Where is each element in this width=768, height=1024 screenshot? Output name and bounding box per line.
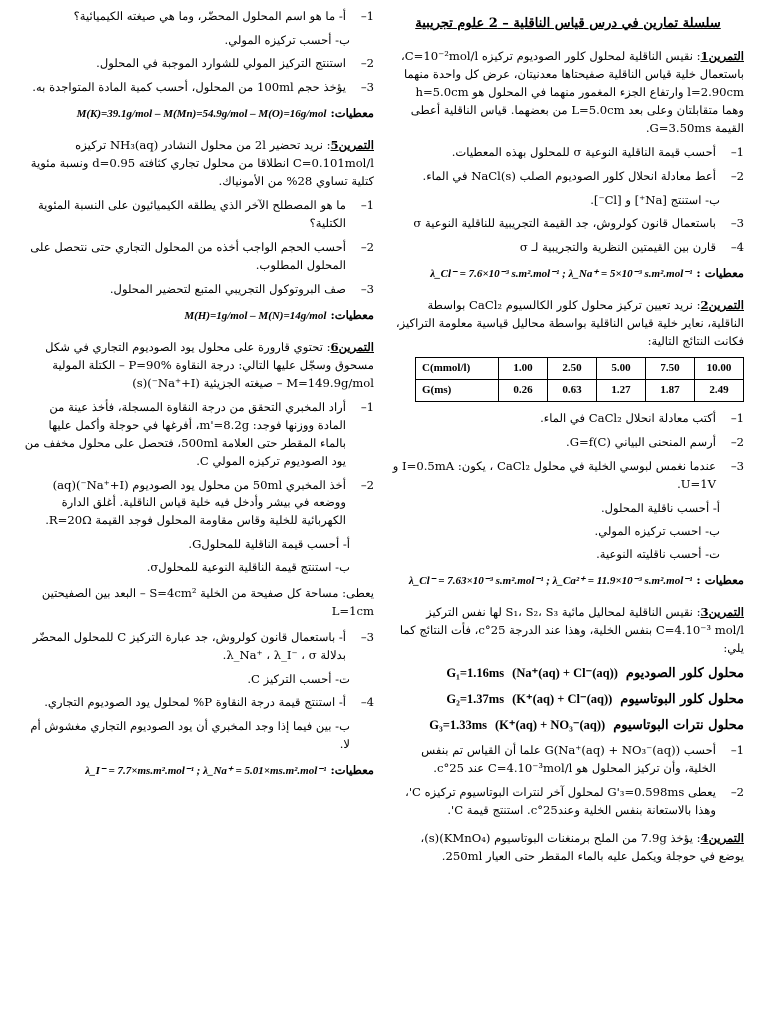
ex6-q2-text: أخذ المخبري 50ml من محلول يود الصوديوم (Na⁺+I⁻)(aq) ووضعه في بيشر وأدخل فيه خلية قياس الناقلية. أغلق الدارة الكهربائية للخلية وقاس مقاومة المحلول فوجد القيمة R=20Ω. — [45, 477, 346, 528]
right-column — [392, 8, 744, 872]
table-cell: 2.49 — [695, 379, 744, 401]
ex6-intro — [22, 339, 374, 393]
ex4-q3: 3– يؤخذ حجم 100ml من المحلول، أحسب كمية المادة المتواجدة به. — [22, 79, 374, 97]
ex6-q2a: أ- أحسب قيمة الناقلية للمحلولG. — [188, 537, 350, 552]
ex3-intro — [392, 604, 744, 658]
ex4-text: : يؤخذ 7.9g من الملح برمنغنات البوتاسيوم (KMnO₄)(s)، يوضع في حوجلة ويكمل عليه بالماء المقطر حتى العيار 250ml. — [420, 830, 744, 863]
g3-value: G₃=1.33ms — [429, 717, 488, 732]
ex5-data-label: معطيات: — [330, 307, 374, 322]
calibration-table — [415, 357, 744, 402]
ex2-q3c: ت- أحسب ناقليته النوعية. — [596, 546, 720, 561]
g1-line — [392, 664, 744, 684]
g3-name: محلول نترات البوتاسيوم — [613, 717, 744, 733]
ex2-q3a: أ- أحسب ناقلية المحلول. — [600, 500, 720, 515]
ex6-q1-text: أراد المخبري التحقق من درجة النقاوة المسجلة، فأخذ عينة من المادة ووزنها فوجد: m'=8.2g، أفرغها في حوجلة وأكمل عليها بالماء المقطر حتى العلامة 500ml، فتحصل على محلول مخفف من يود الصوديوم تركيزه المولي C. — [24, 399, 346, 468]
ex6-data — [22, 762, 374, 780]
ex4-intro — [392, 830, 744, 866]
ex2-q3: 3– عندما نغمس لبوسي الخلية في محلول CaCl₂ ، يكون: I=0.5mA و U=1V. — [392, 458, 744, 494]
ex1-text: : نقيس الناقلية لمحلول كلور الصوديوم تركيزه C=10⁻²mol/l، باستعمال خلية قياس الناقلية صفيحتاها معدنيتان، عرض كل واحدة منهما l=2.90cm وارتفاع الجزء المغمور منهما في المحلول هو h=5.0cm وهما متقابلتان وعلى بعد L=5.0cm من بعضهما. قياس الناقلية أعطى القيمة G=3.50ms. — [401, 49, 744, 136]
page-title — [392, 14, 744, 34]
ex6-label: التمرين6 — [330, 339, 374, 354]
table-cell: 1.27 — [597, 379, 646, 401]
table-row — [416, 379, 744, 401]
ex4-label: التمرين4 — [700, 830, 744, 845]
ex5-data-values: M(H)=1g/mol – M(N)=14g/mol — [184, 309, 327, 322]
ex1-q2: 2– أعط معادلة انحلال كلور الصوديوم الصلب NaCl(s) في الماء. — [392, 168, 744, 186]
ex5-text: : نريد تحضير 2l من محلول النشادر NH₃(aq) تركيزه C=0.101mol/l انطلاقا من محلول تجاري كثافته d=0.95 ونسبة مئوية كتلية تساوي 28% من الأمونياك. — [30, 137, 374, 188]
ex6-q3-text: أ- باستعمال قانون كولروش، جد عبارة التركيز C للمحلول المحضّر بدلالة λ_Na⁺ ، λ_I⁻ ، σ. — [32, 630, 346, 663]
ex3-text: : نقيس الناقلية لمحاليل مائية S₁، S₂، S₃ لها نفس التركيز C=4.10⁻³ mol/l بنفس الخلية، وهذا عند الدرجة 25°c، فأت النتائج كما يلي: — [399, 604, 744, 655]
table-cell: 0.63 — [548, 379, 597, 401]
title-text: سلسلة تمارين في درس قياس الناقلية – 2 علوم تجريبية — [415, 16, 721, 31]
ex1-intro — [392, 48, 744, 138]
ex2-q2: 2– أرسم المنحنى البياني G=f(C). — [392, 434, 744, 452]
ex6-q1: 1– أراد المخبري التحقق من درجة النقاوة المسجلة، فأخذ عينة من المادة ووزنها فوجد: m'=8.2g، أفرغها في حوجلة وأكمل عليها بالماء المقطر حتى العلامة 500ml، فتحصل على محلول مخفف من يود الصوديوم تركيزه المولي C. — [22, 399, 374, 471]
g2-formula: (K⁺(aq) + Cl⁻(aq)) — [512, 691, 613, 706]
ex6-q3: 3– أ- باستعمال قانون كولروش، جد عبارة التركيز C للمحلول المحضّر بدلالة λ_Na⁺ ، λ_I⁻ ، σ. — [22, 629, 374, 665]
table-cell: 5.00 — [597, 357, 646, 379]
ex4-q1: 1– أ- ما هو اسم المحلول المحضّر، وما هي صيغته الكيميائية؟ — [22, 8, 374, 26]
ex6-q4: 4– أ- استنتج قيمة درجة النقاوة P% لمحلول يود الصوديوم التجاري. — [22, 694, 374, 712]
ex2-label: التمرين2 — [700, 297, 744, 312]
g1-name: محلول كلور الصوديوم — [625, 665, 744, 681]
ex2-intro — [392, 297, 744, 351]
table-cell: 10.00 — [695, 357, 744, 379]
ex2-data-label: معطيات : — [696, 572, 744, 587]
ex4-q2: 2– استنتج التركيز المولي للشوارد الموجبة في المحلول. — [22, 55, 374, 73]
ex5-q3-text: صف البروتوكول التجريبي المتبع لتحضير المحلول. — [109, 281, 346, 296]
g2-line — [392, 690, 744, 710]
ex6-q4-text: أ- استنتج قيمة درجة النقاوة P% لمحلول يود الصوديوم التجاري. — [44, 695, 346, 710]
g3-formula: (K⁺(aq) + NO₃⁻(aq)) — [495, 717, 606, 732]
ex6-text: : تحتوي قارورة على محلول يود الصوديوم التجاري في شكل مسحوق وسجّل عليها التالي: درجة النقاوة P=90% – الكتلة المولية M=149.9g/mol – صيغته الجزيئية (Na⁺+I⁻)(s) — [45, 339, 374, 390]
table-cell: G(ms) — [416, 379, 499, 401]
ex3-q2: 2– يعطى G'₃=0.598ms لمحلول آخر لنترات البوتاسيوم تركيزه C'، وهذا بالاستعانة بنفس الخلية وعند25°c. استنتج قيمة C'. — [392, 784, 744, 820]
table-cell: C(mmol/l) — [416, 357, 499, 379]
ex1-q3-text: باستعمال قانون كولروش، جد القيمة التجريبية للناقلية النوعية σ — [413, 215, 716, 230]
ex1-label: التمرين1 — [700, 49, 744, 64]
g2-value: G₂=1.37ms — [446, 691, 505, 706]
ex4-q1b: ب- أحسب تركيزه المولي. — [224, 32, 350, 47]
ex4-q3-text: يؤخذ حجم 100ml من المحلول، أحسب كمية المادة المتواجدة به. — [32, 79, 346, 94]
ex1-q1: 1– أحسب قيمة الناقلية النوعية σ للمحلول بهذه المعطيات. — [392, 144, 744, 162]
ex2-q1-text: أكتب معادلة انحلال CaCl₂ في الماء. — [540, 410, 716, 425]
ex5-data — [22, 307, 374, 325]
table-row — [416, 357, 744, 379]
ex3-q1-text: أحسب G(Na⁺(aq) + NO₃⁻(aq)) علما أن القياس تم بنفس الخلية، وأن تركيز المحلول هو C=4.10⁻³mol/l عند 25°c. — [421, 743, 716, 775]
ex5-intro — [22, 137, 374, 191]
ex4-data-label: معطيات: — [330, 105, 374, 120]
table-cell: 1.00 — [499, 357, 548, 379]
table-cell: 1.87 — [646, 379, 695, 401]
ex4-q2-text: استنتج التركيز المولي للشوارد الموجبة في المحلول. — [96, 55, 346, 70]
ex1-data-label: معطيات : — [696, 265, 744, 280]
ex3-label: التمرين3 — [700, 604, 744, 619]
ex1-q2-text: أعط معادلة انحلال كلور الصوديوم الصلب NaCl(s) في الماء. — [422, 168, 716, 183]
ex6-data-label: معطيات: — [330, 763, 374, 778]
g2-name: محلول كلور البوتاسيوم — [620, 691, 744, 707]
ex1-data — [392, 265, 744, 283]
ex4-q1-text: أ- ما هو اسم المحلول المحضّر، وما هي صيغته الكيميائية؟ — [73, 9, 346, 23]
ex4-data — [22, 105, 374, 123]
ex6-q2: 2– أخذ المخبري 50ml من محلول يود الصوديوم (Na⁺+I⁻)(aq) ووضعه في بيشر وأدخل فيه خلية قياس الناقلية. أغلق الدارة الكهربائية للخلية وقاس مقاومة المحلول فوجد القيمة R=20Ω. — [22, 477, 374, 531]
g3-line — [392, 716, 744, 736]
table-cell: 2.50 — [548, 357, 597, 379]
ex2-data — [392, 572, 744, 590]
ex6-q3b: ت- أحسب التركيز C. — [247, 672, 350, 687]
ex6-given: يعطى: مساحة كل صفيحة من الخلية S=4cm² – البعد بين الصفيحتين L=1cm — [41, 586, 374, 619]
left-column — [22, 8, 374, 794]
ex2-q3b: ب- احسب تركيزه المولي. — [594, 523, 720, 538]
ex3-q1: 1– أحسب G(Na⁺(aq) + NO₃⁻(aq)) علما أن القياس تم بنفس الخلية، وأن تركيز المحلول هو C=4.10⁻³mol/l عند 25°c. — [392, 742, 744, 778]
ex4-data-values: M(K)=39.1g/mol – M(Mn)=54.9g/mol – M(O)=16g/mol — [76, 107, 327, 120]
table-cell: 0.26 — [499, 379, 548, 401]
ex1-q4-text: قارن بين القيمتين النظرية والتجريبية لـ σ — [519, 239, 716, 254]
ex1-q3: 3– باستعمال قانون كولروش، جد القيمة التجريبية للناقلية النوعية σ — [392, 215, 744, 233]
ex1-q1-text: أحسب قيمة الناقلية النوعية σ للمحلول بهذه المعطيات. — [451, 144, 716, 159]
ex2-text: : نريد تعيين تركيز محلول كلور الكالسيوم CaCl₂ بواسطة الناقلية، نعاير خلية قياس الناقلية بواسطة محاليل قياسية معلومة التراكيز، فكانت النتائج التالية: — [395, 297, 744, 348]
ex6-q4b: ب- بين فيما إذا وجد المخبري أن يود الصوديوم التجاري مغشوش أم لا. — [30, 719, 350, 752]
ex3-q2-text: يعطى G'₃=0.598ms لمحلول آخر لنترات البوتاسيوم تركيزه C'، وهذا بالاستعانة بنفس الخلية وعند25°c. استنتج قيمة C'. — [405, 784, 716, 817]
ex1-data-values: λ_Cl⁻ = 7.6×10⁻³ s.m².mol⁻¹ ; λ_Na⁺ = 5×10⁻³ s.m².mol⁻¹ — [430, 267, 693, 280]
ex6-data-values: λ_I⁻ = 7.7×ms.m².mol⁻¹ ; λ_Na⁺ = 5.01×ms.m².mol⁻¹ — [85, 765, 327, 778]
ex6-q2b: ب- استنتج قيمة الناقلية النوعية للمحلولσ. — [146, 560, 350, 575]
ex5-label: التمرين5 — [330, 137, 374, 152]
g1-formula: (Na⁺(aq) + Cl⁻(aq)) — [512, 665, 618, 680]
ex2-q2-text: أرسم المنحنى البياني G=f(C). — [566, 434, 716, 449]
ex2-q3-text: عندما نغمس لبوسي الخلية في محلول CaCl₂ ، يكون: I=0.5mA و U=1V. — [392, 458, 716, 491]
ex5-q1: 1– ما هو المصطلح الآخر الذي يطلقه الكيميائيون على النسبة المئوية الكتلية؟ — [22, 197, 374, 233]
ex2-q1: 1– أكتب معادلة انحلال CaCl₂ في الماء. — [392, 410, 744, 428]
ex1-q2b: ب- استنتج [Na⁺] و [Cl⁻]. — [590, 192, 720, 207]
ex5-q2: 2– أحسب الحجم الواجب أخذه من المحلول التجاري حتى نتحصل على المحلول المطلوب. — [22, 239, 374, 275]
table-cell: 7.50 — [646, 357, 695, 379]
g1-value: G₁=1.16ms — [446, 665, 505, 680]
ex1-q4: 4– قارن بين القيمتين النظرية والتجريبية لـ σ — [392, 239, 744, 257]
ex5-q3: 3– صف البروتوكول التجريبي المتبع لتحضير المحلول. — [22, 281, 374, 299]
ex5-q2-text: أحسب الحجم الواجب أخذه من المحلول التجاري حتى نتحصل على المحلول المطلوب. — [30, 239, 346, 272]
ex2-data-values: λ_Cl⁻ = 7.63×10⁻³ s.m².mol⁻¹ ; λ_Ca²⁺ = 11.9×10⁻³ s.m².mol⁻¹ — [408, 574, 693, 587]
ex5-q1-text: ما هو المصطلح الآخر الذي يطلقه الكيميائيون على النسبة المئوية الكتلية؟ — [37, 197, 346, 230]
